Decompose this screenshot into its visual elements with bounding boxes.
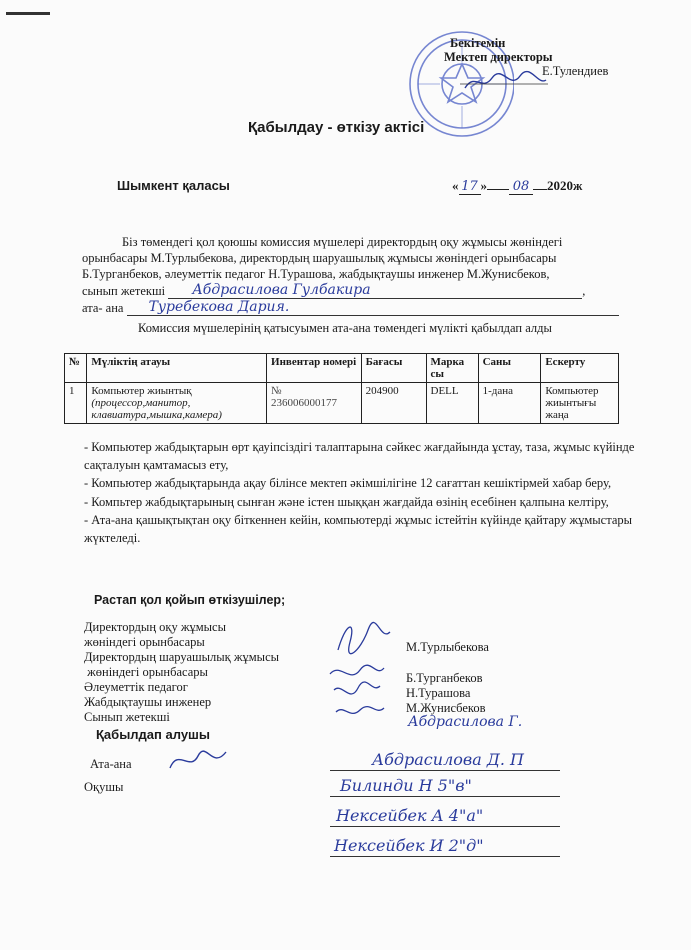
director-signature	[460, 70, 550, 94]
role-line: Әлеуметтік педагог	[84, 680, 188, 694]
student-label: Оқушы	[84, 780, 124, 794]
cell-number: 1	[65, 383, 87, 424]
city-label: Шымкент қаласы	[117, 178, 230, 193]
signature-line	[330, 826, 560, 827]
receiver-student-3: Нексейбек И 2"д"	[334, 836, 484, 855]
parent-line-value: Туребекова Дария.	[127, 299, 619, 316]
class-teacher-signature-name: Абдрасилова Г.	[408, 714, 523, 730]
date-quote-open: «	[452, 178, 459, 193]
table-header-row	[65, 354, 619, 383]
signer-name-1: М.Турлыбекова	[406, 640, 489, 654]
cell-inventory	[267, 383, 362, 424]
corner-mark	[6, 12, 50, 15]
intro-paragraph: Біз төмендегі қол қоюшы комиссия мүшелері директордың оқу жұмысы жөніндегі орынбасары М.Турлыбекова, директордың шаруашылық жұмысы жөніндегі орынбасары Б.Турганбеков, әлеуметтік педагог Н.Турашова, жабдықтаушы инженер М.Жунисбеков,	[82, 235, 563, 281]
cell-inventory-prefix: №	[271, 385, 282, 397]
receive-title: Қабылдап алушы	[96, 727, 210, 742]
signer-signatures	[320, 612, 410, 732]
signer-name-4: М.Жунисбеков	[406, 701, 486, 715]
document-date	[452, 178, 582, 195]
col-note: Ескерту	[541, 354, 619, 383]
inventory-table	[64, 353, 619, 424]
col-qty: Саны	[478, 354, 541, 383]
parent-label: Ата-ана	[90, 757, 132, 771]
cell-price: 204900	[361, 383, 426, 424]
commission-line: Комиссия мүшелерінің қатысуымен ата-ана төмендегі мүлікті қабылдап алды	[138, 321, 552, 335]
receiver-parent-name: Абдрасилова Д. П	[372, 750, 524, 769]
parent-line	[82, 299, 622, 316]
intro-block	[82, 234, 622, 336]
class-teacher-value: Абдрасилова Гулбакира	[168, 282, 582, 299]
date-year: 2020ж	[547, 178, 583, 193]
class-teacher-trail: ,	[582, 284, 586, 298]
col-inventory: Инвентар номері	[267, 354, 362, 383]
date-day: 17	[459, 179, 481, 195]
obligation-item: - Ата-ана қашықтықтан оқу біткеннен кейін, компьютерді жұмыс істейтін күйінде қайтару жұмыстары жүктеледі.	[84, 512, 633, 546]
signer-name-3: Н.Турашова	[406, 686, 471, 700]
obligation-item: - Компьютер жабдықтарын өрт қауіпсіздігі талаптарына сәйкес жағдайында ұстау, таза, жұмыс күйінде сақталуын қамтамасыз ету,	[84, 440, 635, 473]
date-quote-close: »	[480, 178, 487, 193]
approval-line-1: Бекітемін	[450, 36, 506, 50]
signer-name-2: Б.Турганбеков	[406, 671, 483, 685]
receiver-student-1: Билинди Н 5"в"	[340, 776, 472, 795]
cell-name-detail: (процессор,манитор, клавиатура,мышка,камера)	[91, 397, 222, 421]
confirm-title: Растап қол қойып өткізушілер;	[94, 593, 286, 607]
cell-name-main: Компьютер жиынтық	[91, 385, 192, 397]
role-line: Сынып жетекші	[84, 710, 170, 724]
signature-line	[330, 856, 560, 857]
col-price: Бағасы	[361, 354, 426, 383]
cell-note: Компьютер жиынтығы жаңа	[541, 383, 619, 424]
date-month: 08	[509, 179, 533, 195]
col-number: №	[65, 354, 87, 383]
obligation-item: - Компьютер жабдықтарында ақау білінсе мектеп әкімшілігіне 12 сағаттан кешіктірмей хабар беру,	[84, 476, 612, 491]
obligations-list	[84, 438, 644, 547]
table-row	[65, 383, 619, 424]
cell-qty: 1-дана	[478, 383, 541, 424]
cell-brand: DELL	[426, 383, 478, 424]
role-line: Директордың шаруашылық жұмысы	[84, 650, 280, 664]
col-brand: Марка сы	[426, 354, 478, 383]
cell-inventory-number: 236006000177	[271, 397, 338, 409]
signature-line	[330, 796, 560, 797]
signer-roles	[84, 620, 279, 725]
role-line: жөніндегі орынбасары	[84, 635, 205, 649]
role-line: Жабдықтаушы инженер	[84, 695, 212, 709]
role-line: Директордың оқу жұмысы	[84, 620, 226, 634]
cell-name	[87, 383, 267, 424]
role-line: жөніндегі орынбасары	[84, 665, 208, 679]
obligation-item: - Компьтер жабдықтарының сынған және істен шыққан жағдайда өзінің есебінен қалпына келтіру,	[84, 494, 609, 509]
class-teacher-line	[82, 282, 622, 299]
approval-line-2: Мектеп директоры	[444, 50, 553, 64]
parent-signature	[164, 742, 234, 782]
receiver-student-2: Нексейбек А 4"а"	[336, 806, 484, 825]
parent-line-label: ата- ана	[82, 301, 124, 315]
document-title: Қабылдау - өткізу актісі	[248, 119, 425, 136]
class-teacher-label: сынып жетекші	[82, 284, 166, 298]
col-name: Мүліктің атауы	[87, 354, 267, 383]
approval-line-3: Е.Тулендиев	[542, 64, 609, 78]
signature-line	[330, 770, 560, 771]
